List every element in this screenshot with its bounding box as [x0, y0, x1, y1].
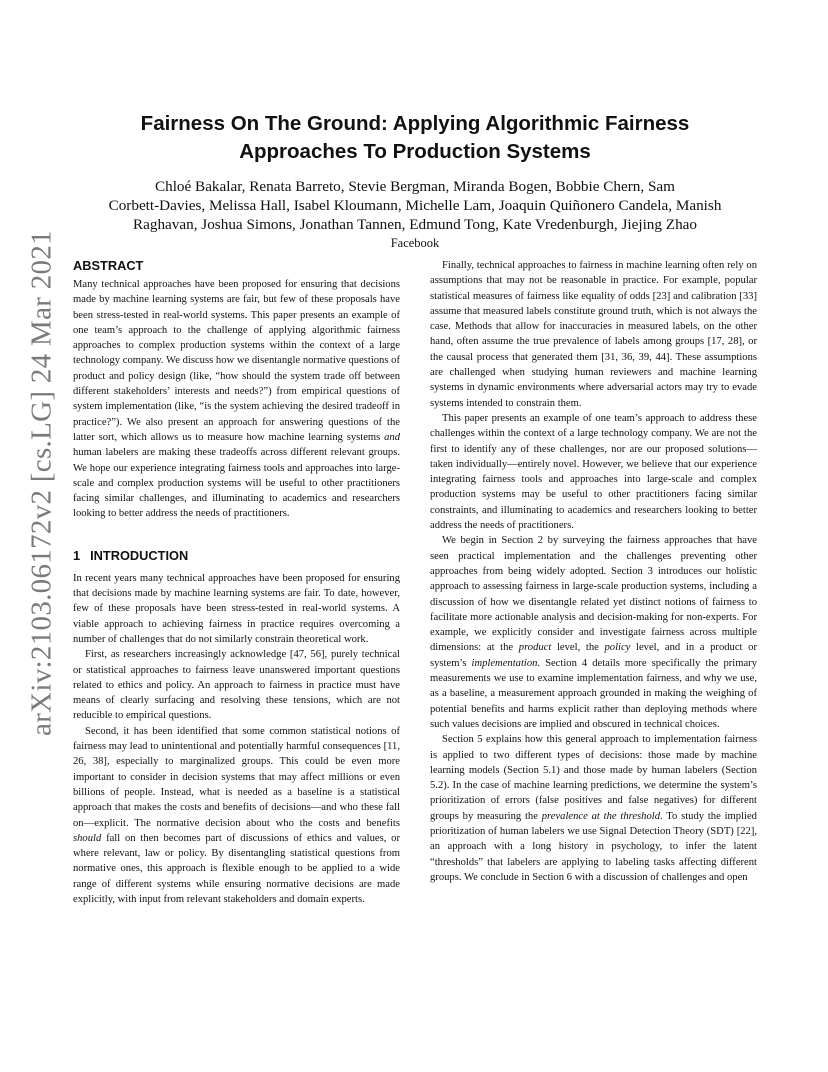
title-line-2: Approaches To Production Systems — [239, 140, 591, 163]
rp3-emphasis-implementation: implementation — [471, 657, 538, 669]
left-column — [73, 258, 400, 907]
intro-paragraph-2: First, as researchers increasingly acknowledge [47, 56], purely technical or statistical approaches to fairness leave unanswered important questions related to ethics and policy. An approach to fairness in practice must have means of clearly surfacing and resolving these tensions, which are not reducible to empirical questions. — [73, 649, 400, 722]
right-column — [430, 258, 757, 885]
abstract-text-1: Many technical approaches have been proposed for ensuring that decisions made by machine learning systems are fair, but few of these proposals have been stress-tested in real-world systems. This paper presents an example of one team’s approach to the challenge of applying algorithmic fairness approaches to complex production systems within the context of a large technology company. We discuss how we disentangle normative questions of product and policy design (like, “how should the system trade off between different stakeholders’ interests and needs?”) from empirical questions of system implementation (like, “is the system achieving the desired tradeoff in practice?”). We also present an approach for answering questions of the latter sort, which allows us to measure how machine learning systems — [73, 279, 400, 443]
right-paragraph-4 — [430, 732, 757, 885]
right-paragraph-3 — [430, 533, 757, 732]
abstract-paragraph — [73, 277, 400, 522]
intro-p3-emphasis: should — [73, 832, 102, 844]
abstract-emphasis: and — [384, 431, 400, 443]
introduction-heading — [73, 548, 400, 564]
arxiv-identifier-text: arXiv:2103.06172v2 [cs.LG] 24 Mar 2021 — [25, 229, 58, 736]
section-title: INTRODUCTION — [90, 547, 189, 563]
rp3-text-4: . Section 4 details more specifically the primary measurements we use to examine implementation fairness, and why we use, as a baseline, a measurement approach grounded in making the weighing of potential benefits and harms explicit rather than deploying methods where such values decisions are implied and obscured in technical choices. — [430, 657, 757, 730]
intro-p3-text-1: Second, it has been identified that some common statistical notions of fairness may lead to unintentional and potentially harmful consequences [11, 26, 38], especially to marginalized groups. This could be even more important to consider in decision systems that may affect millions or even billions of people. Instead, what is needed as a baseline is a statistical approach that makes the costs and benefits of decisions—and who these fall on—explicit. The normative decision about who the costs and benefits — [73, 725, 400, 829]
intro-paragraph-3 — [73, 724, 400, 908]
title-line-1: Fairness On The Ground: Applying Algorithmic Fairness — [140, 112, 690, 135]
intro-p3-text-2: fall on then becomes part of discussions of ethics and values, or where relevant, law or policy. By disentangling statistical questions from normative ones, this approach is flexible enough to be applied to a wide range of different systems while ensuring normative decisions are made explicitly, with input from relevant stakeholders and domain experts. — [73, 832, 400, 905]
section-number: 1 — [73, 547, 81, 563]
rp4-emphasis: prevalence at the threshold — [541, 810, 661, 822]
rp4-text-1: Section 5 explains how this general approach to implementation fairness is applied to two different types of decisions: those made by machine learning models (Section 5.1) and those made by human labelers (Section 5.2). In the case of machine learning predictions, we determine the system’s prioritization of errors (false positives and false negatives) for different groups by measuring the — [430, 734, 757, 822]
arxiv-identifier — [22, 229, 62, 736]
rp3-emphasis-product: product — [518, 642, 552, 654]
right-paragraph-2: This paper presents an example of one team’s approach to address these challenges within the context of a large technology company. We are not the first to identify any of these challenges, nor are our proposed solutions—taken individually—entirely novel. However, we believe that our experience integrating fairness tools and approaches into large-scale and complex production systems may be useful to other practitioners facing similar constraints, and illuminating to academics and researchers looking to better address the needs of practitioners. — [430, 412, 757, 532]
rp3-text-3: level, and in a product or system’s — [430, 642, 757, 669]
author-block — [80, 177, 750, 251]
affiliation: Facebook — [390, 236, 440, 250]
right-paragraph-1: Finally, technical approaches to fairness in machine learning often rely on assumptions that may not be reasonable in practice. For example, popular statistical measures of fairness like equality of odds [23] and calibration [33] assume that measured labels constitute ground truth, which is not always the case. Methods that allow for inaccuracies in measured labels, on the other hand, often assume the true prevalence of labels among groups [17, 28], or the causal process that generated them [31, 36, 39, 44]. These assumptions are challenged when studying human reviewers and machine learning systems in dynamic environments where adversarial actors may try to evade systems intended to constrain them. — [430, 260, 757, 409]
rp3-text-1: We begin in Section 2 by surveying the fairness approaches that have seen practical implementation and the challenges preventing other approaches from being widely adopted. Section 3 introduces our holistic approach to assessing fairness in large-scale production systems, including a discussion of how we disentangle related yet distinct notions of fairness to facilitate more actionable analysis and decision-making for non-experts. For example, we explicitly consider and investigate fairness across multiple dimensions: at the — [430, 535, 757, 654]
rp3-text-2: level, the — [551, 642, 605, 654]
paper-title — [80, 110, 750, 166]
abstract-text-2: human labelers are making these tradeoffs across different relevant groups. We hope our experience integrating fairness tools and approaches into large-scale and complex production systems will be useful to other practitioners facing similar challenges, and illuminating to academics and researchers looking to better address the needs of practitioners. — [73, 447, 400, 520]
intro-paragraph-1: In recent years many technical approaches have been proposed for ensuring that decisions made by machine learning systems are fair. To date, however, few of these proposals have been stress-tested in real-world systems. A viable approach to achieving fairness in practice requires overcoming a number of challenges that do not similarly constrain theoretical work. — [73, 572, 400, 645]
author-line-1: Chloé Bakalar, Renata Barreto, Stevie Bergman, Miranda Bogen, Bobbie Chern, Sam — [154, 178, 675, 195]
rp4-text-2: . To study the implied prioritization of human labelers we use Signal Detection Theory (SDT) [22], an approach with a long history in psychology, to infer the latent “thresholds” that labelers are applying to labeling tasks affecting different groups. We conclude in Section 6 with a discussion of challenges and open — [430, 810, 757, 883]
abstract-heading: ABSTRACT — [73, 258, 144, 273]
author-line-2: Corbett-Davies, Melissa Hall, Isabel Kloumann, Michelle Lam, Joaquin Quiñonero Candela, Manish — [108, 197, 722, 214]
author-line-3: Raghavan, Joshua Simons, Jonathan Tannen, Edmund Tong, Kate Vredenburgh, Jiejing Zhao — [132, 216, 698, 233]
rp3-emphasis-policy: policy — [604, 642, 631, 654]
